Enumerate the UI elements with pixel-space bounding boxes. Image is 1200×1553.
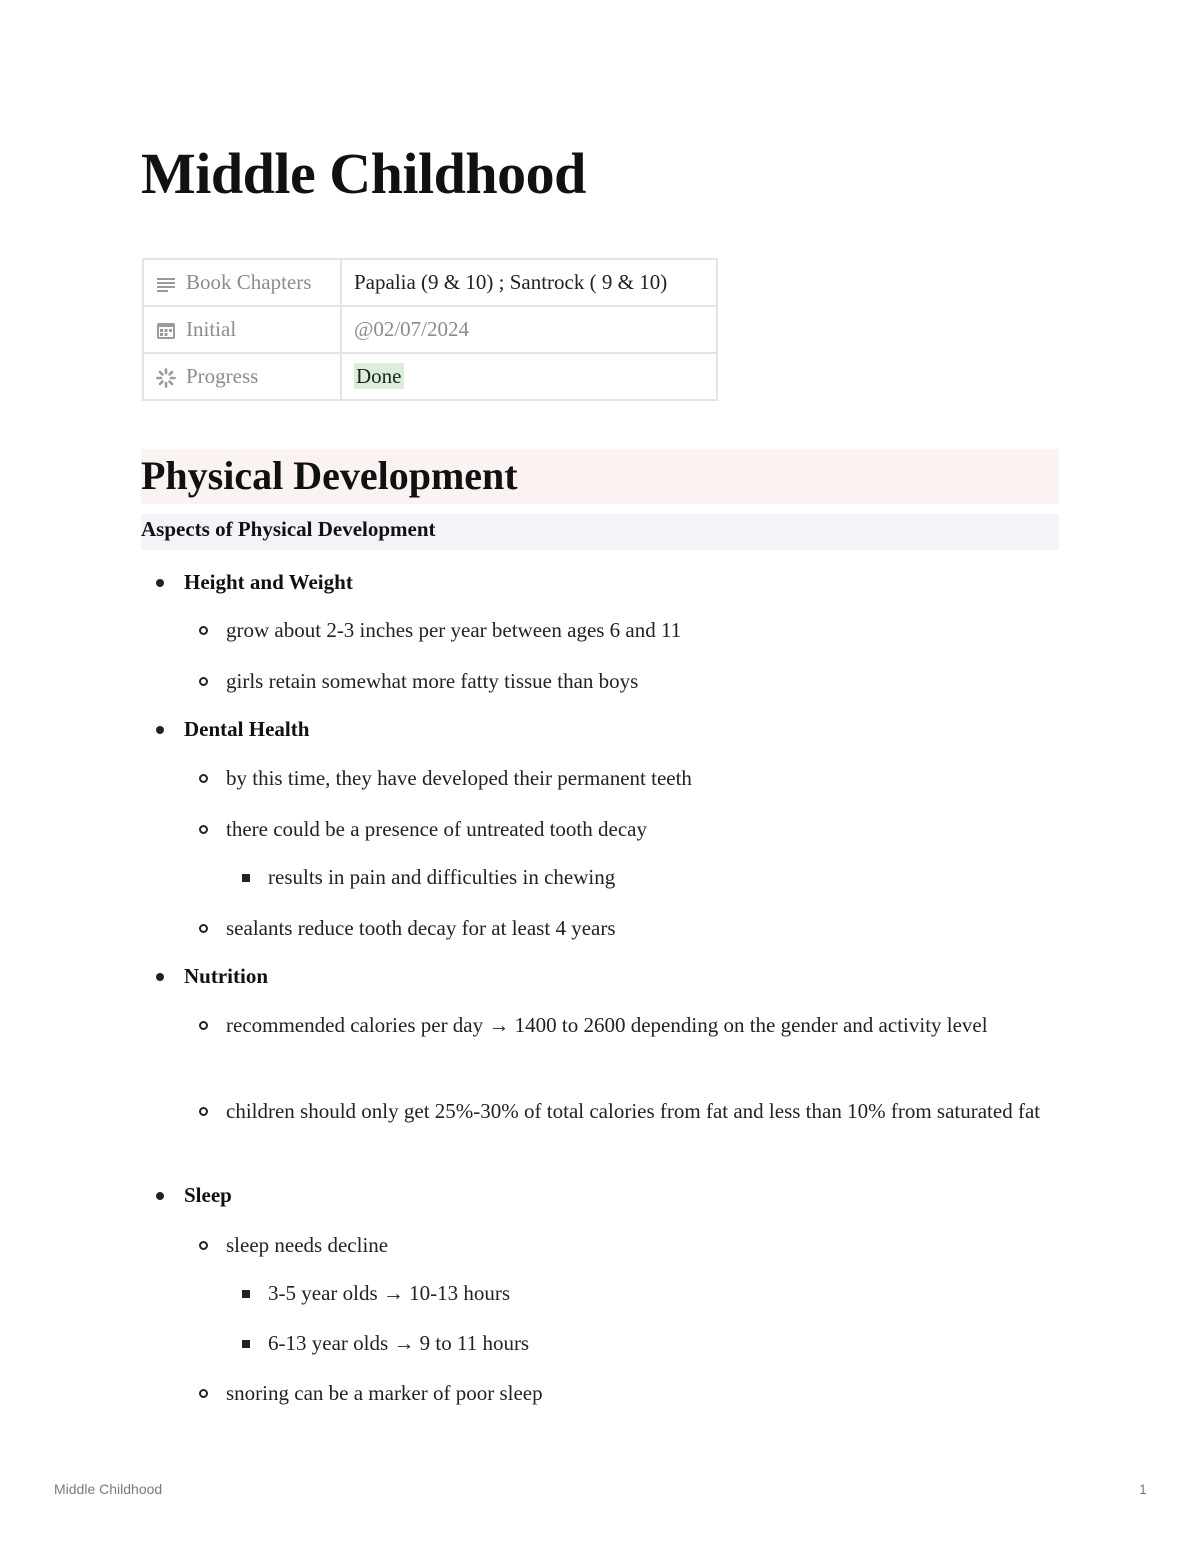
bullet-circle-icon (199, 1241, 208, 1250)
bullet-circle-icon (199, 626, 208, 635)
page-number: 1 (1139, 1481, 1147, 1497)
property-value-book-chapters[interactable]: Papalia (9 & 10) ; Santrock ( 9 & 10) (341, 259, 717, 306)
bullet-circle-icon (199, 1107, 208, 1116)
list-item: sealants reduce tooth decay for at least 4 years (226, 916, 616, 940)
list-item: there could be a presence of untreated tooth decay (226, 817, 647, 841)
property-row-book-chapters (143, 259, 717, 306)
list-item: recommended calories per day → 1400 to 2600 depending on the gender and activity level (226, 1013, 988, 1037)
property-key-cell (143, 306, 341, 353)
bullet-dot-icon (156, 973, 164, 981)
list-item: 3-5 year olds → 10-13 hours (268, 1281, 511, 1305)
bullet-dot-icon (156, 1192, 164, 1200)
bullet-circle-icon (199, 1389, 208, 1398)
bullet-square-icon (242, 874, 250, 882)
property-key-cell (143, 353, 341, 400)
topic-label: Sleep (184, 1183, 232, 1207)
calendar-icon (156, 322, 176, 340)
list-item: 6-13 year olds → 9 to 11 hours (268, 1331, 530, 1355)
property-key-cell (143, 259, 341, 306)
topic-label: Nutrition (184, 964, 268, 988)
property-value-initial-date[interactable]: @02/07/2024 (341, 306, 717, 353)
text-lines-icon (156, 276, 176, 292)
bullet-circle-icon (199, 774, 208, 783)
list-item: snoring can be a marker of poor sleep (226, 1381, 543, 1405)
property-key-label: Initial (186, 317, 237, 341)
bullet-circle-icon (199, 1021, 208, 1030)
list-item: by this time, they have developed their permanent teeth (226, 766, 692, 790)
property-row-progress (143, 353, 717, 400)
list-item: grow about 2-3 inches per year between ages 6 and 11 (226, 618, 682, 642)
bullet-circle-icon (199, 924, 208, 933)
topic-label: Dental Health (184, 717, 310, 741)
footer-title: Middle Childhood (54, 1481, 163, 1497)
bullet-dot-icon (156, 579, 164, 587)
list-item: results in pain and difficulties in chewing (268, 865, 616, 889)
section-heading: Physical Development (141, 453, 518, 498)
bullet-circle-icon (199, 677, 208, 686)
bullet-circle-icon (199, 825, 208, 834)
section-subheading: Aspects of Physical Development (141, 517, 436, 541)
property-key-label: Book Chapters (186, 270, 312, 294)
list-item: children should only get 25%-30% of total calories from fat and less than 10% from saturated fat (226, 1099, 1041, 1123)
property-row-initial (143, 306, 717, 353)
page-title: Middle Childhood (141, 141, 586, 206)
property-value-progress[interactable] (341, 353, 717, 400)
property-key-label: Progress (186, 364, 259, 388)
bullet-dot-icon (156, 726, 164, 734)
status-badge[interactable]: Done (356, 364, 402, 388)
progress-spinner-icon (156, 368, 176, 388)
topic-label: Height and Weight (184, 570, 353, 594)
bullet-square-icon (242, 1290, 250, 1298)
bullet-square-icon (242, 1340, 250, 1348)
list-item: sleep needs decline (226, 1233, 389, 1257)
list-item: girls retain somewhat more fatty tissue than boys (226, 669, 639, 693)
properties-table (142, 258, 718, 401)
